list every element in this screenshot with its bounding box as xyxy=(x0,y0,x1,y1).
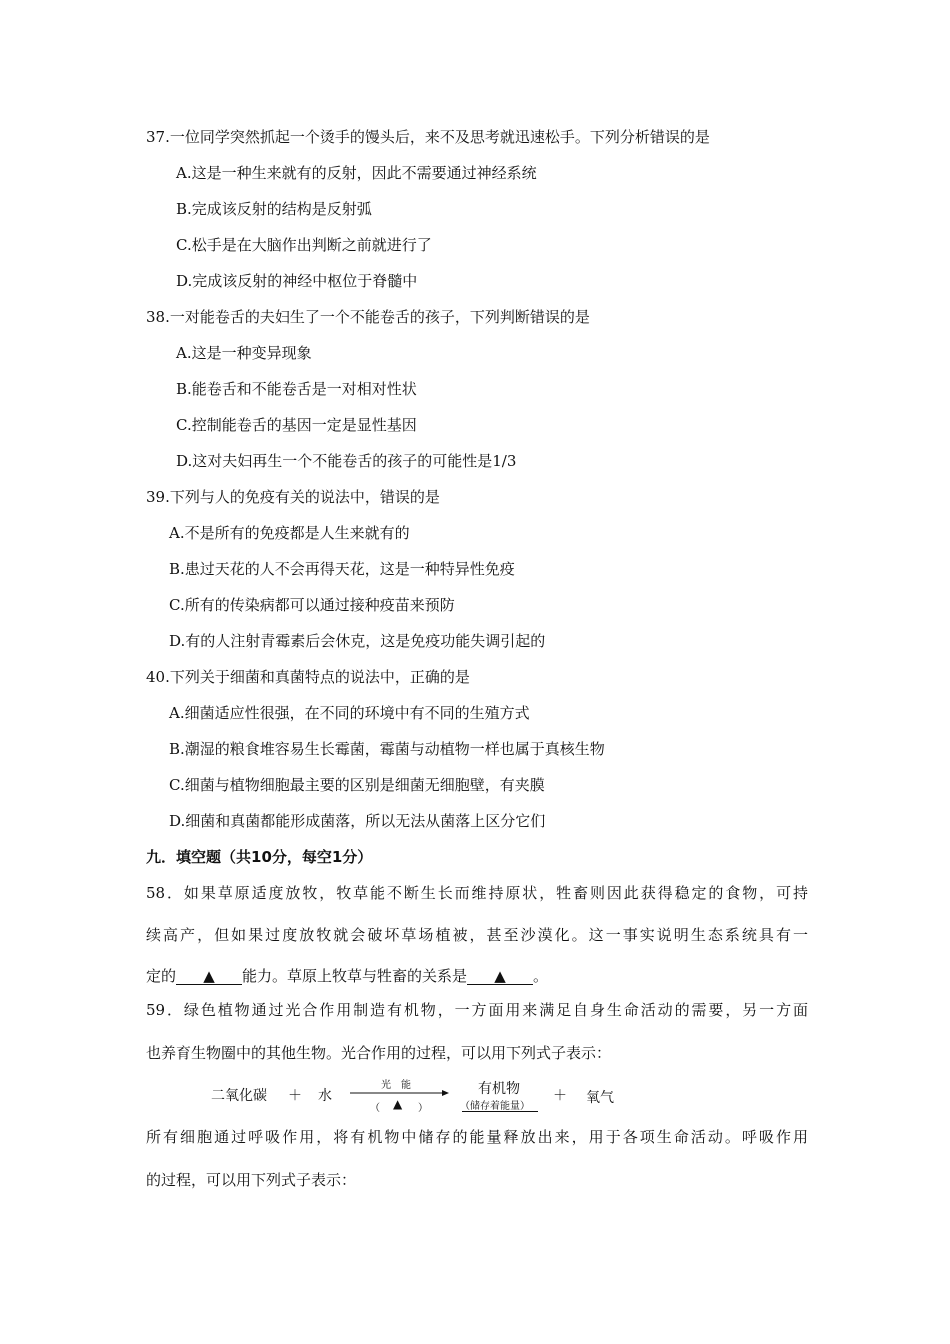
question-38-option-a: A.这是一种变异现象 xyxy=(176,344,312,362)
question-40-option-b: B.潮湿的粮食堆容易生长霉菌，霉菌与动植物一样也属于真核生物 xyxy=(169,740,605,758)
question-38-stem: 38.一对能卷舌的夫妇生了一个不能卷舌的孩子，下列判断错误的是 xyxy=(146,308,590,326)
answer-blank-site[interactable]: ▲ xyxy=(393,1097,403,1111)
question-38-option-d: D.这对夫妇再生一个不能卷舌的孩子的可能性是1/3 xyxy=(176,452,517,470)
question-39-option-d: D.有的人注射青霉素后会休克，这是免疫功能失调引起的 xyxy=(169,632,546,650)
question-40-option-d: D.细菌和真菌都能形成菌落，所以无法从菌落上区分它们 xyxy=(169,812,546,830)
question-40-option-a: A.细菌适应性很强，在不同的环境中有不同的生殖方式 xyxy=(169,704,530,722)
question-37-option-a: A.这是一种生来就有的反射，因此不需要通过神经系统 xyxy=(176,164,537,182)
section-title: 九．填空题（共10分，每空1分） xyxy=(146,848,373,866)
question-37-stem: 37.一位同学突然抓起一个烫手的馒头后，来不及思考就迅速松手。下列分析错误的是 xyxy=(146,128,710,146)
question-39-option-b: B.患过天花的人不会再得天花，这是一种特异性免疫 xyxy=(169,560,515,578)
product-oxygen: 氧气 xyxy=(586,1090,614,1106)
question-37-option-c: C.松手是在大脑作出判断之前就进行了 xyxy=(176,236,432,254)
note-underline xyxy=(462,1111,538,1112)
question-58-text-c: 。 xyxy=(533,967,549,985)
reactant-carbon-dioxide: 二氧化碳 xyxy=(211,1088,267,1104)
reaction-condition: 光 能 xyxy=(381,1080,411,1091)
plus-sign-1: ＋ xyxy=(288,1088,302,1104)
question-58-line-1: 58．如果草原适度放牧，牧草能不断生长而维持原状，牲畜则因此获得稳定的食物，可持 xyxy=(146,884,808,902)
question-39-option-c: C.所有的传染病都可以通过接种疫苗来预防 xyxy=(169,596,455,614)
product-organic-matter: 有机物 xyxy=(478,1081,520,1097)
question-58-line-3 xyxy=(146,966,808,986)
question-59-line-2: 也养育生物圈中的其他生物。光合作用的过程，可以用下列式子表示： xyxy=(146,1044,612,1062)
site-bracket-open: （ xyxy=(370,1103,380,1114)
question-59-line-4: 的过程，可以用下列式子表示： xyxy=(146,1171,357,1189)
question-39-option-a: A.不是所有的免疫都是人生来就有的 xyxy=(169,524,410,542)
question-59-line-3: 所有细胞通过呼吸作用，将有机物中储存的能量释放出来，用于各项生命活动。呼吸作用 xyxy=(146,1128,808,1146)
question-58-text-b: 能力。草原上牧草与牲畜的关系是 xyxy=(242,967,468,985)
question-38-option-c: C.控制能卷舌的基因一定是显性基因 xyxy=(176,416,417,434)
question-37-option-d: D.完成该反射的神经中枢位于脊髓中 xyxy=(176,272,418,290)
reactant-water: 水 xyxy=(318,1088,332,1104)
question-59-line-1: 59．绿色植物通过光合作用制造有机物，一方面用来满足自身生命活动的需要，另一方面 xyxy=(146,1001,808,1019)
reaction-arrow xyxy=(350,1089,450,1097)
question-37-option-b: B.完成该反射的结构是反射弧 xyxy=(176,200,372,218)
answer-blank-1[interactable]: ▲ xyxy=(176,968,242,985)
question-40-option-c: C.细菌与植物细胞最主要的区别是细菌无细胞壁，有夹膜 xyxy=(169,776,545,794)
question-38-option-b: B.能卷舌和不能卷舌是一对相对性状 xyxy=(176,380,417,398)
question-40-stem: 40.下列关于细菌和真菌特点的说法中，正确的是 xyxy=(146,668,470,686)
question-58-line-2: 续高产，但如果过度放牧就会破坏草场植被，甚至沙漠化。这一事实说明生态系统具有一 xyxy=(146,926,808,944)
site-bracket-close: ） xyxy=(418,1103,428,1114)
question-58-text-a: 定的 xyxy=(146,967,177,985)
question-39-stem: 39.下列与人的免疫有关的说法中，错误的是 xyxy=(146,488,440,506)
product-energy-note: （储存着能量） xyxy=(460,1101,530,1112)
plus-sign-2: ＋ xyxy=(553,1088,567,1104)
answer-blank-2[interactable]: ▲ xyxy=(467,968,533,985)
